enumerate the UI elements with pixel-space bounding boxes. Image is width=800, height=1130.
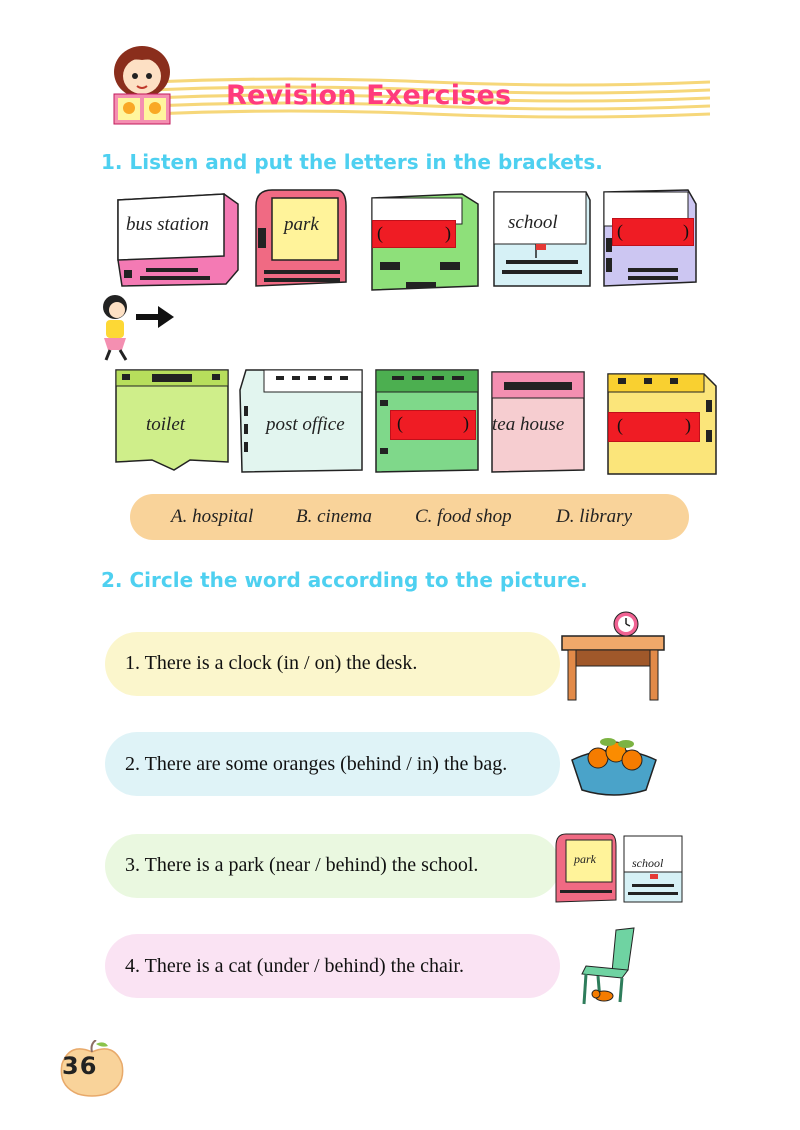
building-school <box>490 186 594 292</box>
walking-girl-icon <box>96 294 134 364</box>
building-label: park <box>284 214 319 235</box>
thumb-label-school: school <box>632 856 664 870</box>
sentence-3[interactable]: 3. There is a park (near / behind) the school. <box>125 854 479 876</box>
answer-blank[interactable]: ( ) <box>608 412 700 442</box>
building-label: bus station <box>126 214 209 235</box>
building-blank-2 <box>598 186 698 292</box>
answer-blank[interactable]: ( ) <box>390 410 476 440</box>
building-label: tea house <box>492 414 565 435</box>
cat-under-chair-icon <box>578 926 646 1008</box>
building-label: school <box>508 212 558 233</box>
building-label: post office <box>266 414 345 435</box>
oranges-in-bag-icon <box>568 730 660 798</box>
page-number: 36 <box>62 1052 98 1080</box>
building-post-office <box>236 366 366 478</box>
girl-reading-icon <box>104 42 180 128</box>
answer-blank[interactable]: ( ) <box>612 218 694 246</box>
sentence-4[interactable]: 4. There is a cat (under / behind) the chair. <box>125 955 464 977</box>
option-b: B. cinema <box>296 506 372 527</box>
building-blank-1 <box>370 190 482 294</box>
sentence-1[interactable]: 1. There is a clock (in / on) the desk. <box>125 652 418 674</box>
building-bus-station <box>116 190 240 288</box>
section1-heading: 1. Listen and put the letters in the brackets. <box>101 150 603 174</box>
section2-heading: 2. Circle the word according to the picture. <box>101 568 588 592</box>
arrow-right-icon <box>136 306 174 328</box>
answer-blank[interactable]: ( ) <box>372 220 456 248</box>
building-toilet <box>112 366 232 476</box>
building-blank-4 <box>604 370 718 480</box>
thumb-label-park: park <box>574 852 596 866</box>
clock-on-desk-icon <box>560 608 668 702</box>
sentence-2[interactable]: 2. There are some oranges (behind / in) the bag. <box>125 753 508 775</box>
page-title: Revision Exercises <box>226 80 512 111</box>
option-a: A. hospital <box>171 506 254 527</box>
building-blank-3 <box>372 366 482 478</box>
option-d: D. library <box>556 506 632 527</box>
building-tea-house <box>488 368 588 480</box>
building-label: toilet <box>146 414 186 435</box>
park-near-school-icon <box>552 832 684 906</box>
option-c: C. food shop <box>415 506 512 527</box>
building-park <box>250 186 350 290</box>
